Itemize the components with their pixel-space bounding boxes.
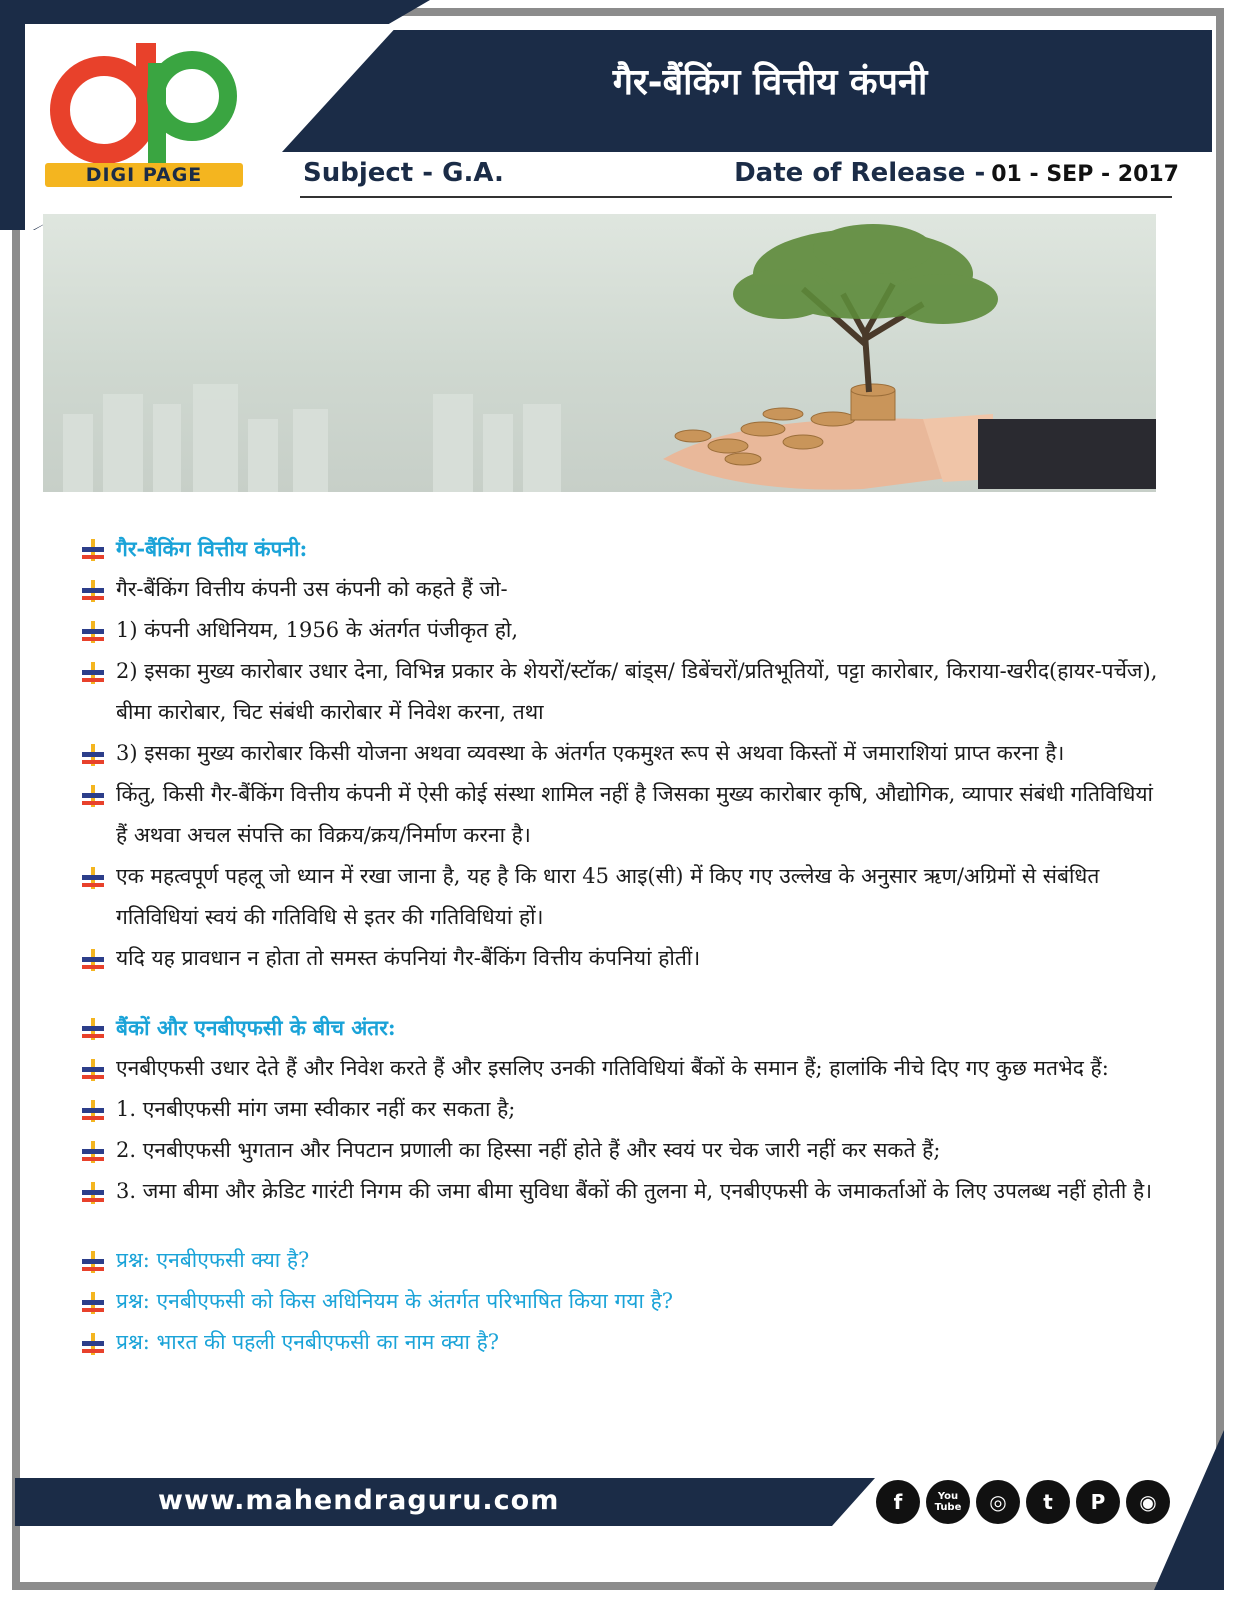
social-icons [876, 1480, 1170, 1524]
release-label: Date of Release - [734, 158, 986, 188]
pin-bullet-icon [80, 1331, 106, 1357]
list-item [80, 1130, 1165, 1171]
section-gap [80, 979, 1165, 1007]
list-item [80, 774, 1165, 856]
pin-bullet-icon [80, 1057, 106, 1083]
twitter-icon[interactable]: t [1026, 1480, 1070, 1524]
pin-bullet-icon [80, 1016, 106, 1042]
list-item [80, 1089, 1165, 1130]
instagram-icon[interactable]: ◎ [976, 1480, 1020, 1524]
item-text: यदि यह प्रावधान न होता तो समस्त कंपनियां गैर-बैंकिंग वित्तीय कंपनियां होतीं। [116, 946, 701, 970]
pin-bullet-icon [80, 1290, 106, 1316]
pin-bullet-icon [80, 537, 106, 563]
list-item [80, 1007, 1165, 1048]
pin-bullet-icon [80, 578, 106, 604]
pin-bullet-icon [80, 1139, 106, 1165]
banner-image [43, 214, 1156, 492]
pin-bullet-icon [80, 619, 106, 645]
section-gap [80, 1212, 1165, 1240]
tree-coins-hand-illustration [43, 214, 1156, 492]
pin-bullet-icon [80, 742, 106, 768]
question-item [80, 1322, 1165, 1363]
question-item [80, 1281, 1165, 1322]
page-title: गैर-बैंकिंग वित्तीय कंपनी [612, 62, 928, 103]
list-item [80, 856, 1165, 938]
pinterest-icon[interactable]: P [1076, 1480, 1120, 1524]
list-item [80, 1048, 1165, 1089]
item-text: एनबीएफसी उधार देते हैं और निवेश करते हैं और इसलिए उनकी गतिविधियां बैंकों के समान हैं; हालांकि नीचे दिए गए कुछ मतभेद हैं: [116, 1056, 1109, 1080]
list-item [80, 651, 1165, 733]
section-nbfc-definition [80, 528, 1165, 979]
pin-bullet-icon [80, 947, 106, 973]
item-text: गैर-बैंकिंग वित्तीय कंपनी उस कंपनी को कहते हैं जो- [116, 577, 508, 601]
list-item [80, 733, 1165, 774]
list-item [80, 528, 1165, 569]
pin-bullet-icon [80, 865, 106, 891]
pin-bullet-icon [80, 1249, 106, 1275]
website-link[interactable]: www.mahendraguru.com [158, 1485, 560, 1516]
list-item [80, 938, 1165, 979]
list-item [80, 610, 1165, 651]
android-icon[interactable]: ◉ [1126, 1480, 1170, 1524]
release-info [734, 158, 1179, 188]
item-text: 1. एनबीएफसी मांग जमा स्वीकार नहीं कर सकता है; [116, 1097, 516, 1121]
list-item [80, 1171, 1165, 1212]
question-text: प्रश्न: एनबीएफसी को किस अधिनियम के अंतर्गत परिभाषित किया गया है? [116, 1289, 673, 1313]
header-divider [300, 196, 1172, 198]
pin-bullet-icon [80, 1180, 106, 1206]
facebook-icon[interactable]: f [876, 1480, 920, 1524]
release-date: 01 - SEP - 2017 [991, 162, 1179, 187]
section-questions [80, 1240, 1165, 1363]
question-item [80, 1240, 1165, 1281]
logo-badge: DIGI PAGE [45, 163, 243, 187]
content-area [80, 528, 1165, 1363]
item-text: 2. एनबीएफसी भुगतान और निपटान प्रणाली का हिस्सा नहीं होते हैं और स्वयं पर चेक जारी नहीं कर सकते हैं; [116, 1138, 941, 1162]
question-text: प्रश्न: भारत की पहली एनबीएफसी का नाम क्या है? [116, 1330, 499, 1354]
item-text: 3) इसका मुख्य कारोबार किसी योजना अथवा व्यवस्था के अंतर्गत एकमुश्त रूप से अथवा किस्तों में जमाराशियां प्राप्त करना है। [116, 741, 1065, 765]
question-text: प्रश्न: एनबीएफसी क्या है? [116, 1248, 310, 1272]
item-text: किंतु, किसी गैर-बैंकिंग वित्तीय कंपनी में ऐसी कोई संस्था शामिल नहीं है जिसका मुख्य कारोबार कृषि, औद्योगिक, व्यापार संबंधी गतिविधियां हैं अथवा अचल संपत्ति का विक्रय/क्रय/निर्माण करना है। [116, 782, 1153, 847]
pin-bullet-icon [80, 783, 106, 809]
list-item [80, 569, 1165, 610]
subject-label: Subject - G.A. [303, 158, 504, 188]
section-heading: बैंकों और एनबीएफसी के बीच अंतर: [116, 1015, 396, 1040]
youtube-icon[interactable]: You Tube [926, 1480, 970, 1524]
item-text: 1) कंपनी अधिनियम, 1956 के अंतर्गत पंजीकृत हो, [116, 618, 519, 642]
item-text: 3. जमा बीमा और क्रेडिट गारंटी निगम की जमा बीमा सुविधा बैंकों की तुलना मे, एनबीएफसी के जमाकर्ताओं के लिए उपलब्ध नहीं होती है। [116, 1179, 1153, 1203]
item-text: एक महत्वपूर्ण पहलू जो ध्यान में रखा जाना है, यह है कि धारा 45 आइ(सी) में किए गए उल्लेख के अनुसार ऋण/अग्रिमों से संबंधित गतिविधियां स्वयं की गतिविधि से इतर की गतिविधियां हों। [116, 864, 1100, 929]
dp-logo-icon [42, 38, 247, 163]
digi-page-logo [42, 38, 247, 188]
pin-bullet-icon [80, 1098, 106, 1124]
section-heading: गैर-बैंकिंग वित्तीय कंपनी: [116, 536, 308, 561]
section-bank-vs-nbfc [80, 1007, 1165, 1212]
item-text: 2) इसका मुख्य कारोबार उधार देना, विभिन्न प्रकार के शेयरों/स्टॉक/ बांड्स/ डिबेंचरों/प्रतिभूतियों, पट्टा कारोबार, किराया-खरीद(हायर-पर्चेज), बीमा कारोबार, चिट संबंधी कारोबार में निवेश करना, तथा [116, 659, 1158, 724]
pin-bullet-icon [80, 660, 106, 686]
